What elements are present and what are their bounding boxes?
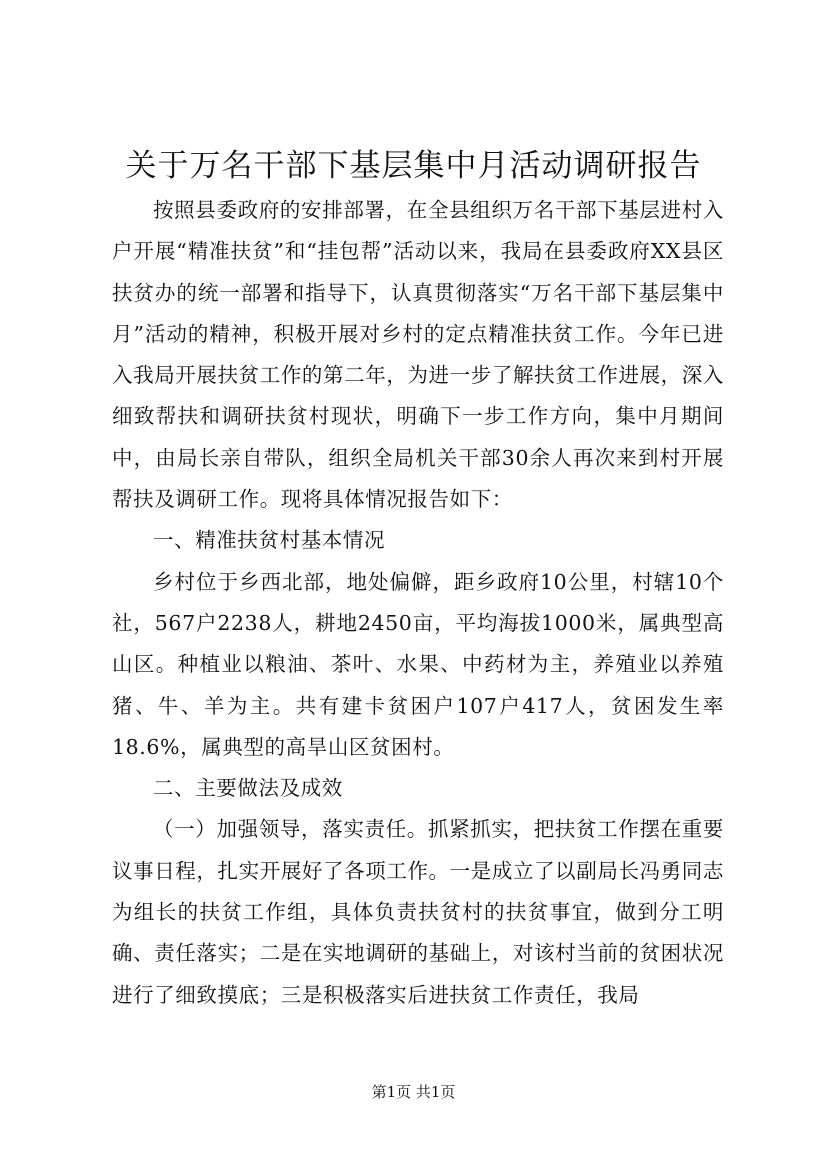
paragraph-village-info: 乡村位于乡西北部，地处偏僻，距乡政府10公里，村辖10个社，567户2238人，耕地2450亩，平均海拔1000米，属典型高山区。种植业以粮油、茶叶、水果、中药材为主，养殖业以养殖猪、牛、羊为主。共有建卡贫困户107户417人，贫困发生率18.6%，属典型的高旱山区贫困村。 [112, 569, 724, 759]
paragraph-measures: （一）加强领导，落实责任。抓紧抓实，把扶贫工作摆在重要议事日程，扎实开展好了各项工作。一是成立了以副局长冯勇同志为组长的扶贫工作组，具体负责扶贫村的扶贫事宜，做到分工明确、责任落实；二是在实地调研的基础上，对该村当前的贫困状况进行了细致摸底；三是积极落实后进扶贫工作责任，我局 [112, 817, 724, 1007]
paragraph-intro: 按照县委政府的安排部署，在全县组织万名干部下基层进村入户开展“精准扶贫”和“挂包帮”活动以来，我局在县委政府XX县区扶贫办的统一部署和指导下，认真贯彻落实“万名干部下基层集中月”活动的精神，积极开展对乡村的定点精准扶贫工作。今年已进入我局开展扶贫工作的第二年，为进一步了解扶贫工作进展，深入细致帮扶和调研扶贫村现状，明确下一步工作方向，集中月期间中，由局长亲自带队，组织全局机关干部30余人再次来到村开展帮扶及调研工作。现将具体情况报告如下： [112, 198, 724, 512]
section-heading-1: 一、精准扶贫村基本情况 [153, 528, 386, 553]
document-body [112, 190, 724, 1016]
page-footer: 第1页 共1页 [371, 1083, 456, 1101]
section-heading-2: 二、主要做法及成效 [153, 776, 343, 801]
document-title: 关于万名干部下基层集中月活动调研报告 [125, 148, 702, 184]
